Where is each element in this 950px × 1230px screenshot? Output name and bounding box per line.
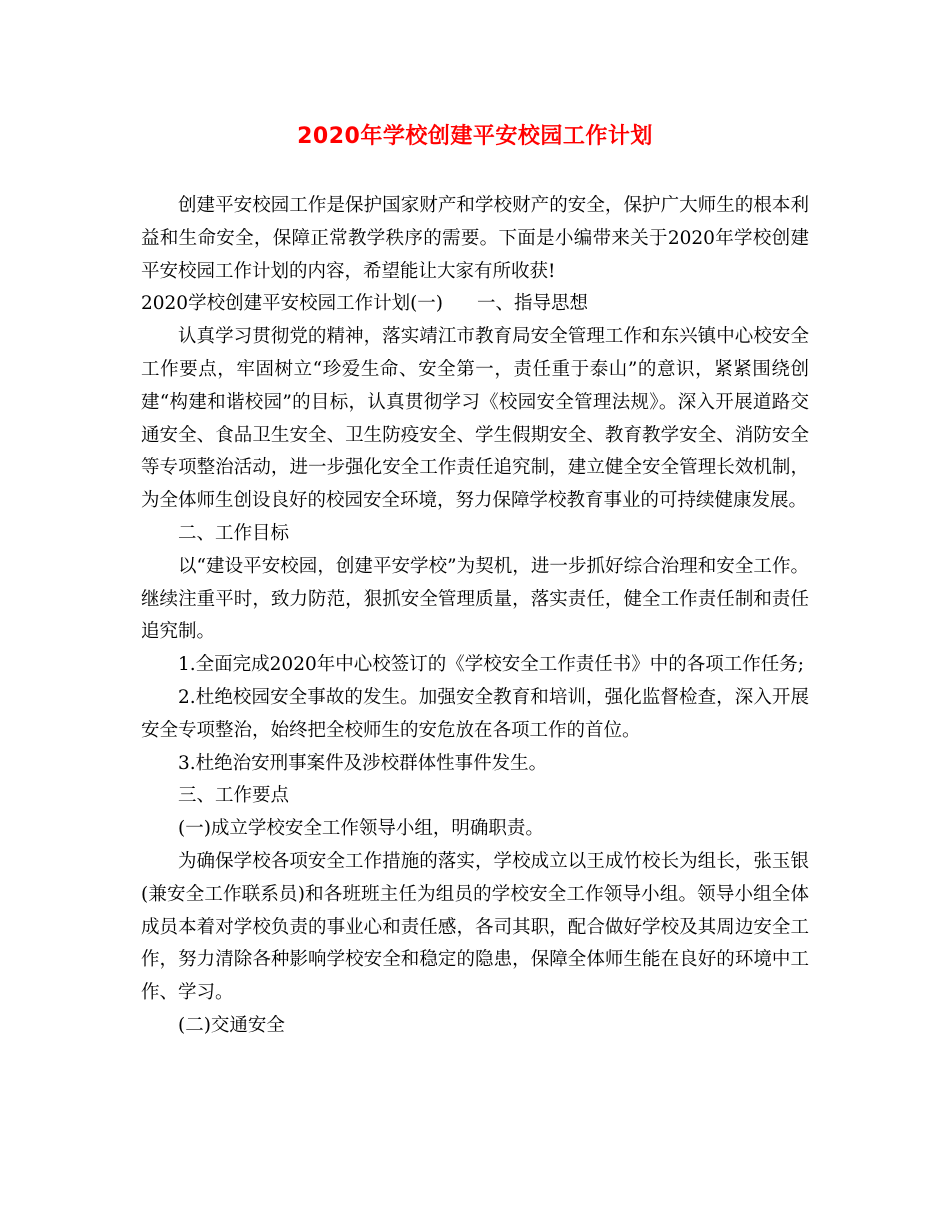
leadership-group-paragraph: 为确保学校各项安全工作措施的落实，学校成立以王成竹校长为组长，张玉银(兼安全工作联系员)和各班班主任为组员的学校安全工作领导小组。领导小组全体成员本着对学校负责的事业心和责任感，各司其职，配合做好学校及其周边安全工作，努力清除各种影响学校安全和稳定的隐患，保障全体师生能在良好的环境中工作、学习。 — [141, 850, 809, 1004]
goal-item-3: 3.杜绝治安刑事案件及涉校群体性事件发生。 — [178, 752, 548, 774]
subheading-traffic-safety: (二)交通安全 — [178, 1014, 285, 1036]
heading-work-goals: 二、工作目标 — [178, 522, 290, 544]
section-heading-line — [141, 288, 809, 321]
goal-item-2: 2.杜绝校园安全事故的发生。加强安全教育和培训，强化监督检查，深入开展安全专项整治，始终把全校师生的安危放在各项工作的首位。 — [141, 686, 809, 741]
plan-subtitle: 2020学校创建平安校园工作计划(一) — [141, 293, 444, 315]
subheading-leadership-group: (一)成立学校安全工作领导小组，明确职责。 — [178, 818, 544, 840]
goal-item-1: 1.全面完成2020年中心校签订的《学校安全工作责任书》中的各项工作任务; — [178, 654, 804, 676]
work-goals-paragraph: 以“建设平安校园，创建平安学校”为契机，进一步抓好综合治理和安全工作。继续注重平时，致力防范，狠抓安全管理质量，落实责任，健全工作责任制和责任追究制。 — [141, 555, 809, 643]
document-title: 2020年学校创建平安校园工作计划 — [297, 124, 653, 149]
heading-guiding-ideology: 一、指导思想 — [477, 293, 589, 315]
heading-work-points: 三、工作要点 — [178, 785, 290, 807]
document-body — [141, 190, 809, 1043]
guiding-ideology-paragraph: 认真学习贯彻党的精神，落实靖江市教育局安全管理工作和东兴镇中心校安全工作要点，牢固树立“珍爱生命、安全第一，责任重于泰山”的意识，紧紧围绕创建“构建和谐校园”的目标，认真贯彻学习《校园安全管理法规》。深入开展道路交通安全、食品卫生安全、卫生防疫安全、学生假期安全、教育教学安全、消防安全等专项整治活动，进一步强化安全工作责任追究制，建立健全安全管理长效机制，为全体师生创设良好的校园安全环境，努力保障学校教育事业的可持续健康发展。 — [141, 326, 809, 512]
intro-paragraph: 创建平安校园工作是保护国家财产和学校财产的安全，保护广大师生的根本利益和生命安全，保障正常教学秩序的需要。下面是小编带来关于2020年学校创建平安校园工作计划的内容，希望能让大家有所收获! — [141, 195, 809, 282]
